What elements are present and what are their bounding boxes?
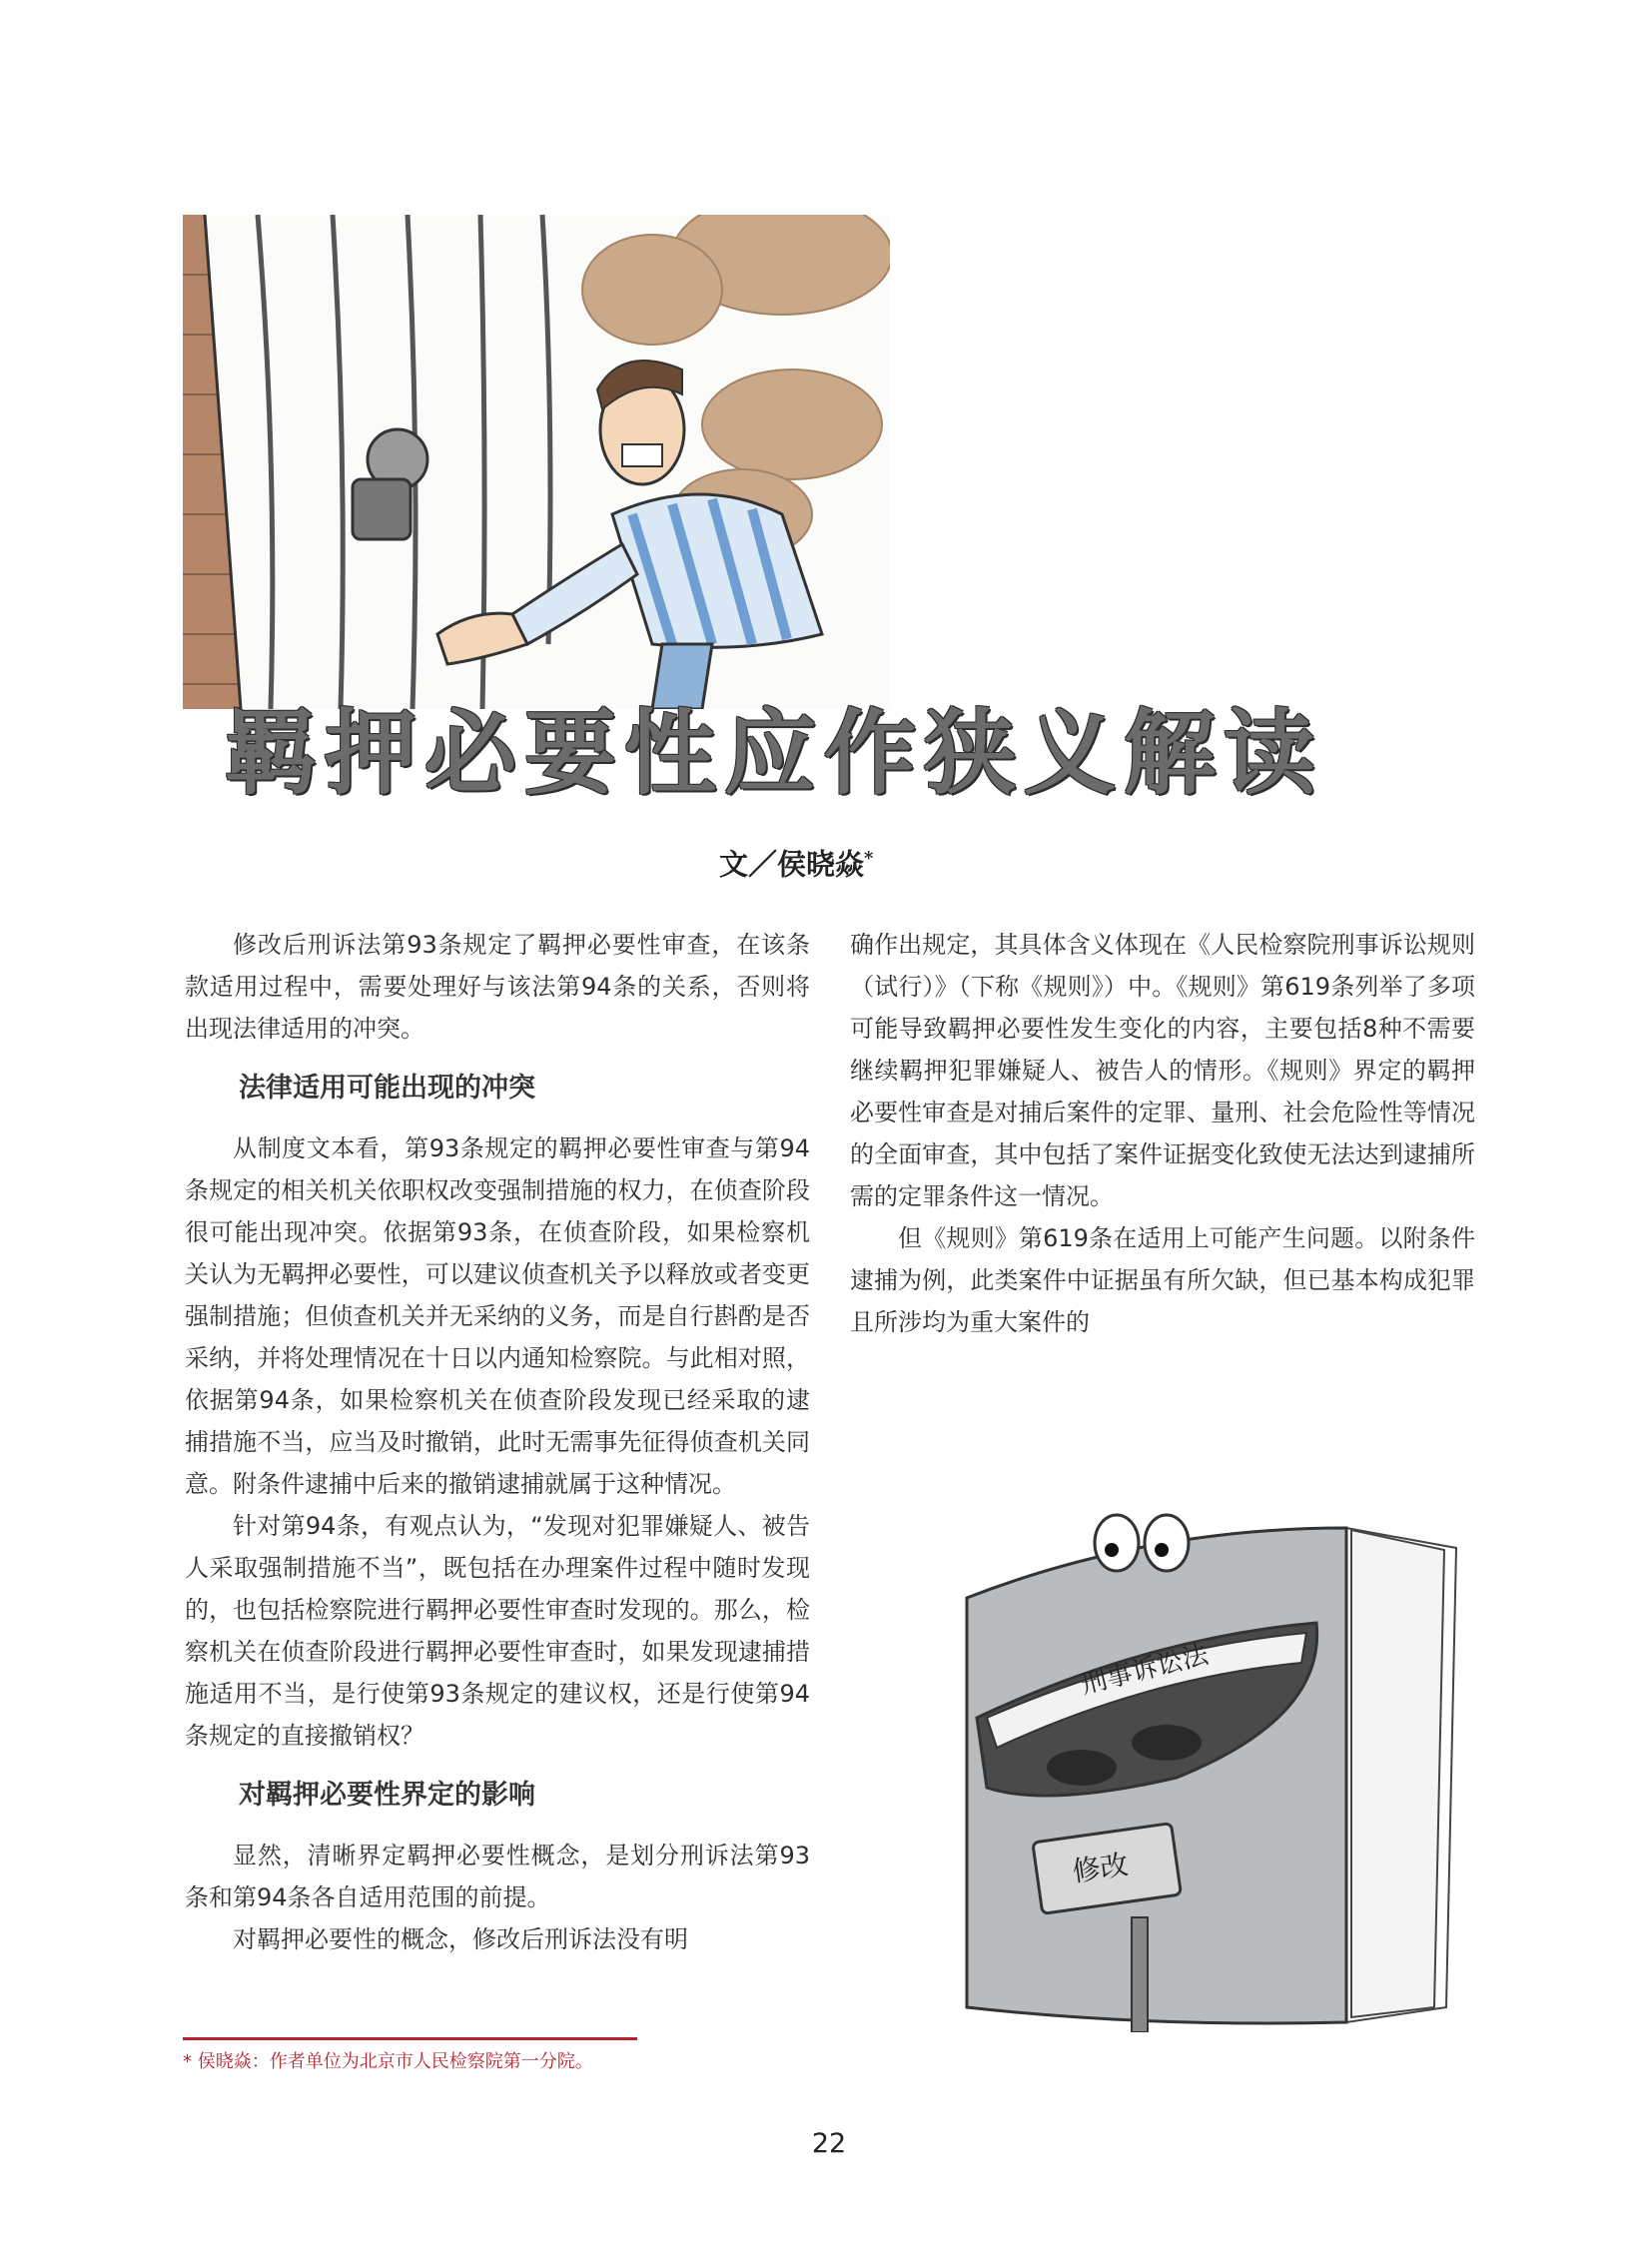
byline-text: 文／侯晓焱	[719, 847, 865, 882]
byline-footnote-mark: *	[864, 848, 874, 869]
book-pages	[1346, 1528, 1456, 2022]
right-column	[850, 924, 1475, 1343]
book-cartoon-illustration	[847, 1488, 1478, 2032]
top-cartoon-illustration	[183, 215, 890, 709]
left-column	[185, 924, 810, 1960]
page-title: 羁押必要性应作狭义解读	[225, 700, 1324, 807]
paragraph: 显然，清晰界定羁押必要性概念，是划分刑诉法第93条和第94条各自适用范围的前提。	[185, 1842, 810, 1911]
paragraph: 修改后刑诉法第93条规定了羁押必要性审查，在该条款适用过程中，需要处理好与该法第94条的关系，否则将出现法律适用的冲突。	[185, 931, 810, 1043]
paragraph: 针对第94条，有观点认为，“发现对犯罪嫌疑人、被告人采取强制措施不当”，既包括在办理案件过程中随时发现的，也包括检察院进行羁押必要性审查时发现的。那么，检察机关在侦查阶段进行羁押必要性审查时，如果发现逮捕措施适用不当，是行使第93条规定的建议权，还是行使第94条规定的直接撤销权？	[185, 1512, 810, 1750]
paragraph-continued: 确作出规定，其具体含义体现在《人民检察院刑事诉讼规则（试行）》（下称《规则》）中。《规则》第619条列举了多项可能导致羁押必要性发生变化的内容，主要包括8种不需要继续羁押犯罪嫌疑人、被告人的情形。《规则》界定的羁押必要性审查是对捕后案件的定罪、量刑、社会危险性等情况的全面审查，其中包括了案件证据变化致使无法达到逮捕所需的定罪条件这一情况。	[850, 931, 1475, 1210]
footnote-divider	[183, 2037, 637, 2040]
section-heading: 对羁押必要性界定的影响	[239, 1780, 535, 1811]
brick-wall	[183, 215, 241, 709]
paragraph: 从制度文本看，第93条规定的羁押必要性审查与第94条规定的相关机关依职权改变强制措施的权力，在侦查阶段很可能出现冲突。依据第93条，在侦查阶段，如果检察机关认为无羁押必要性，可以建议侦查机关予以释放或者变更强制措施；但侦查机关并无采纳的义务，而是自行斟酌是否采纳，并将处理情况在十日以内通知检察院。与此相对照，依据第94条，如果检察机关在侦查阶段发现已经采取的逮捕措施不当，应当及时撤销，此时无需事先征得侦查机关同意。附条件逮捕中后来的撤销逮捕就属于这种情况。	[185, 1134, 810, 1498]
page-number: 22	[811, 2128, 847, 2159]
book-mouth-label: 刑事诉讼法	[1078, 1639, 1212, 1701]
book-cover	[967, 1528, 1346, 2023]
paragraph: 但《规则》第619条在适用上可能产生问题。以附条件逮捕为例，此类案件中证据虽有所欠缺，但已基本构成犯罪且所涉均为重大案件的	[850, 1224, 1475, 1336]
section-heading: 法律适用可能出现的冲突	[239, 1073, 535, 1104]
sign-label: 修改	[1070, 1848, 1131, 1888]
paragraph: 对羁押必要性的概念，修改后刑诉法没有明	[233, 1925, 688, 1953]
byline	[719, 839, 874, 882]
footnote: * 侯晓焱：作者单位为北京市人民检察院第一分院。	[183, 2051, 593, 2072]
